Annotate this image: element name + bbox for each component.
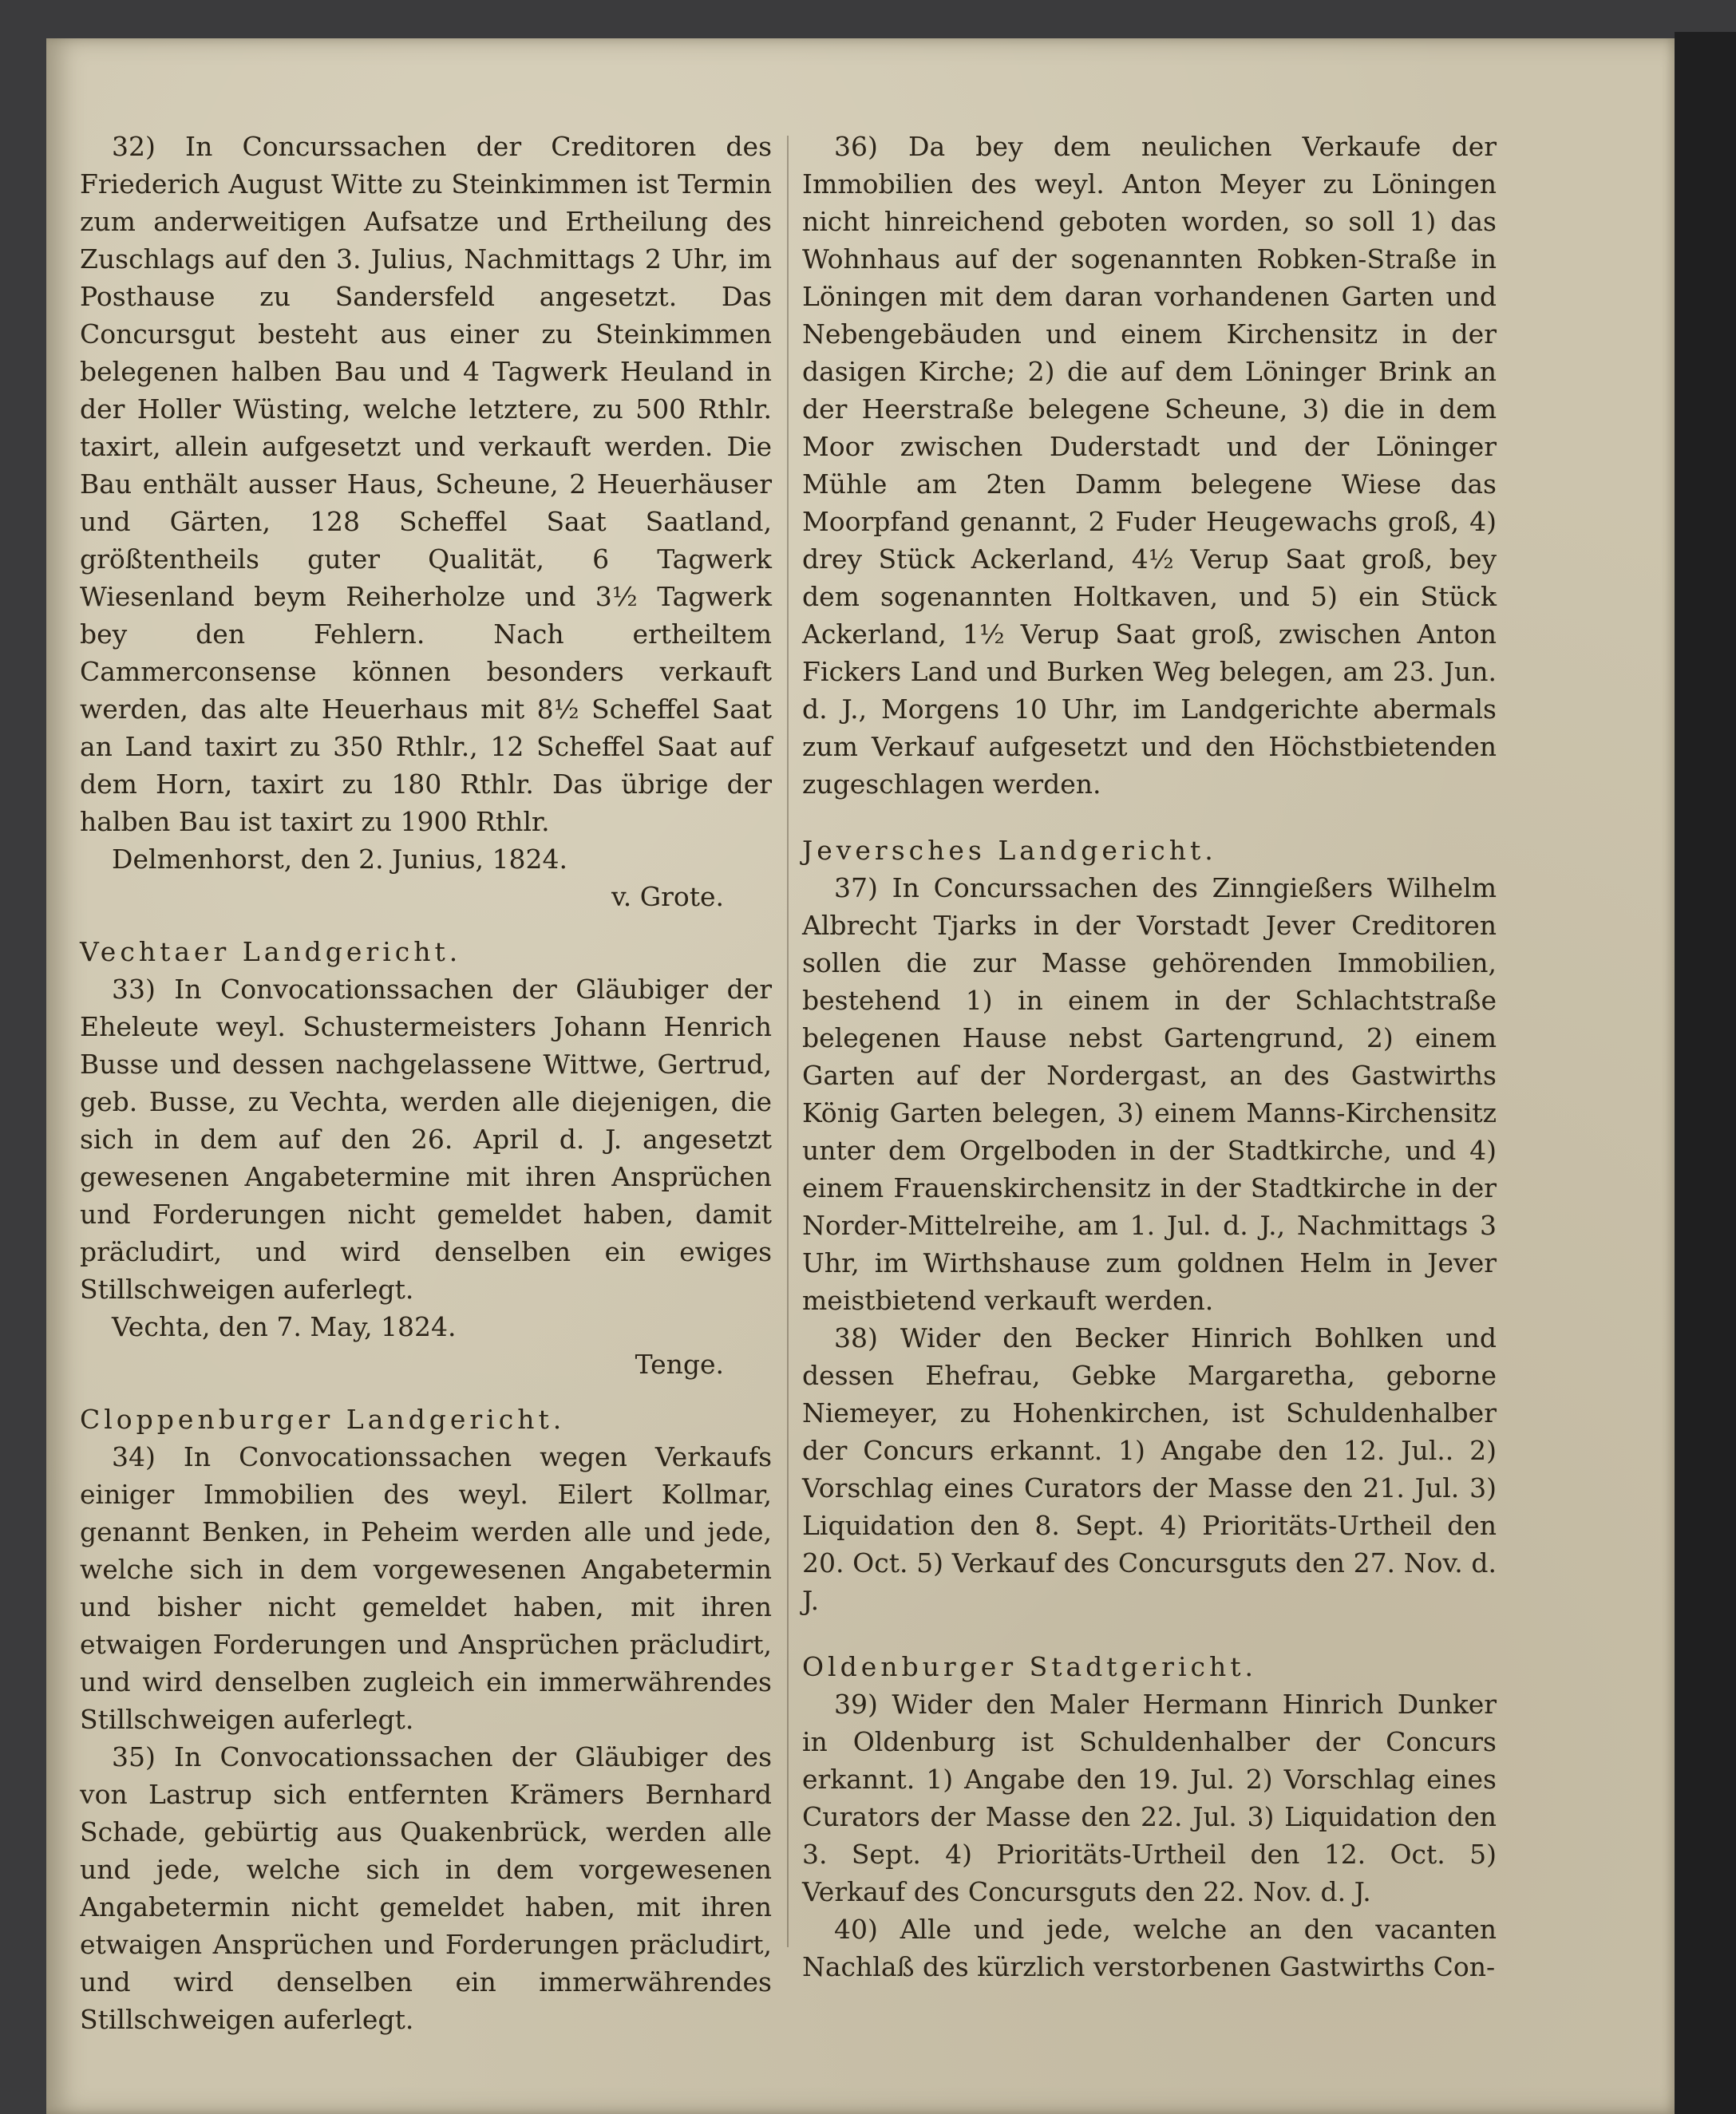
notice-32: 32) In Concurssachen der Creditoren des Friederich August Witte zu Steinkimmen ist Termin zum anderweitigen Aufsatze und Ertheilung des Zuschlags auf den 3. Julius, Nachmittags 2 Uhr, im Posthause zu Sandersfeld angesetzt. Das Concursgut besteht aus einer zu Steinkimmen belegenen halben Bau und 4 Tagwerk Heuland in der Holler Wüsting, welche letztere, zu 500 Rthlr. taxirt, allein aufgesetzt und verkauft werden. Die Bau enthält ausser Haus, Scheune, 2 Heuerhäuser und Gärten, 128 Scheffel Saat Saatland, größtentheils guter Qualität, 6 Tagwerk Wiesenland beym Reiherholze und 3½ Tagwerk bey den Fehlern. Nach ertheiltem Cammerconsense können besonders verkauft werden, das alte Heuerhaus mit 8½ Scheffel Saat an Land taxirt zu 350 Rthlr., 12 Scheffel Saat auf dem Horn, taxirt zu 180 Rthlr. Das übrige der halben Bau ist taxirt zu 1900 Rthlr. [80,131,772,837]
notice-32-signature: v. Grote. [611,881,724,912]
scanner-background [1675,32,1736,2114]
notice-38: 38) Wider den Becker Hinrich Bohlken und dessen Ehefrau, Gebke Margaretha, geborne Niemeyer, zu Hohenkirchen, ist Schuldenhalber der Concurs erkannt. 1) Angabe den 12. Jul.. 2) Vorschlag eines Curators der Masse den 21. Jul. 3) Liquidation den 8. Sept. 4) Prioritäts-Urtheil den 20. Oct. 5) Verkauf des Concursguts den 27. Nov. d. J. [802,1322,1497,1616]
notice-37: 37) In Concurssachen des Zinngießers Wilhelm Albrecht Tjarks in der Vorstadt Jever Creditoren sollen die zur Masse gehörenden Immobilien, bestehend 1) in einem in der Schlachtstraße belegenen Hause nebst Gartengrund, 2) einem Garten auf der Nordergast, an des Gastwirths König Garten belegen, 3) einem Manns-Kirchensitz unter dem Orgelboden in der Stadtkirche, und 4) einem Frauenskirchensitz in der Stadtkirche in der Norder-Mittelreihe, am 1. Jul. d. J., Nachmittags 3 Uhr, im Wirthshause zum goldnen Helm in Jever meistbietend verkauft werden. [802,872,1497,1316]
notice-33: 33) In Convocationssachen der Gläubiger der Eheleute weyl. Schustermeisters Johann Henrich Busse und dessen nachgelassene Wittwe, Gertrud, geb. Busse, zu Vechta, werden alle diejenigen, die sich in dem auf den 26. April d. J. angesetzt gewesenen Angabetermine mit ihren Ansprüchen und Forderungen nicht gemeldet haben, damit präcludirt, und wird denselben ein ewiges Stillschweigen auferlegt. [80,974,772,1305]
notice-40: 40) Alle und jede, welche an den vacanten Nachlaß des kürzlich verstorbenen Gastwirths Con- [802,1914,1497,1982]
notice-36: 36) Da bey dem neulichen Verkaufe der Immobilien des weyl. Anton Meyer zu Löningen nicht hinreichend geboten worden, so soll 1) das Wohnhaus auf der sogenannten Robken-Straße in Löningen mit dem daran vorhandenen Garten und Nebengebäuden und einem Kirchensitz in der dasigen Kirche; 2) die auf dem Löninger Brink an der Heerstraße belegene Scheune, 3) die in dem Moor zwischen Duderstadt und der Löninger Mühle am 2ten Damm belegene Wiese das Moorpfand genannt, 2 Fuder Heugewachs groß, 4) drey Stück Ackerland, 4½ Verup Saat groß, bey dem sogenannten Holtkaven, und 5) ein Stück Ackerland, 1½ Verup Saat groß, zwischen Anton Fickers Land und Burken Weg belegen, am 23. Jun. d. J., Morgens 10 Uhr, im Landgerichte abermals zum Verkauf aufgesetzt und den Höchstbietenden zugeschlagen werden. [802,131,1497,800]
section-heading-cloppenburg: Cloppenburger Landgericht. [80,1404,566,1435]
section-heading-jever: Jeversches Landgericht. [802,835,1217,866]
notice-34: 34) In Convocationssachen wegen Verkaufs einiger Immobilien des weyl. Eilert Kollmar, genannt Benken, in Peheim werden alle und jede, welche sich in dem vorgewesenen Angabetermin und bisher nicht gemeldet haben, mit ihren etwaigen Forderungen und Ansprüchen präcludirt, und wird denselben zugleich ein immerwährendes Stillschweigen auferlegt. [80,1441,772,1735]
right-column [802,128,1497,2019]
left-column [80,128,772,2035]
notice-39: 39) Wider den Maler Hermann Hinrich Dunker in Oldenburg ist Schuldenhalber der Concurs erkannt. 1) Angabe den 19. Jul. 2) Vorschlag eines Curators der Masse den 22. Jul. 3) Liquidation den 3. Sept. 4) Prioritäts-Urtheil den 12. Oct. 5) Verkauf des Concursguts den 22. Nov. d. J. [802,1689,1497,1907]
notice-33-signature: Tenge. [635,1349,724,1380]
column-divider [787,136,789,1947]
notice-35: 35) In Convocationssachen der Gläubiger des von Lastrup sich entfernten Krämers Bernhard Schade, gebürtig aus Quakenbrück, werden alle und jede, welche sich in dem vorgewesenen Angabetermin nicht gemeldet haben, mit ihren etwaigen Ansprüchen und Forderungen präcludirt, und wird denselben ein immerwährendes Stillschweigen auferlegt. [80,1741,772,2035]
notice-32-place-date: Delmenhorst, den 2. Junius, 1824. [112,844,567,875]
section-heading-vechta: Vechtaer Landgericht. [80,936,462,967]
notice-33-place-date: Vechta, den 7. May, 1824. [112,1311,457,1342]
section-heading-oldenburg: Oldenburger Stadtgericht. [802,1651,1257,1682]
